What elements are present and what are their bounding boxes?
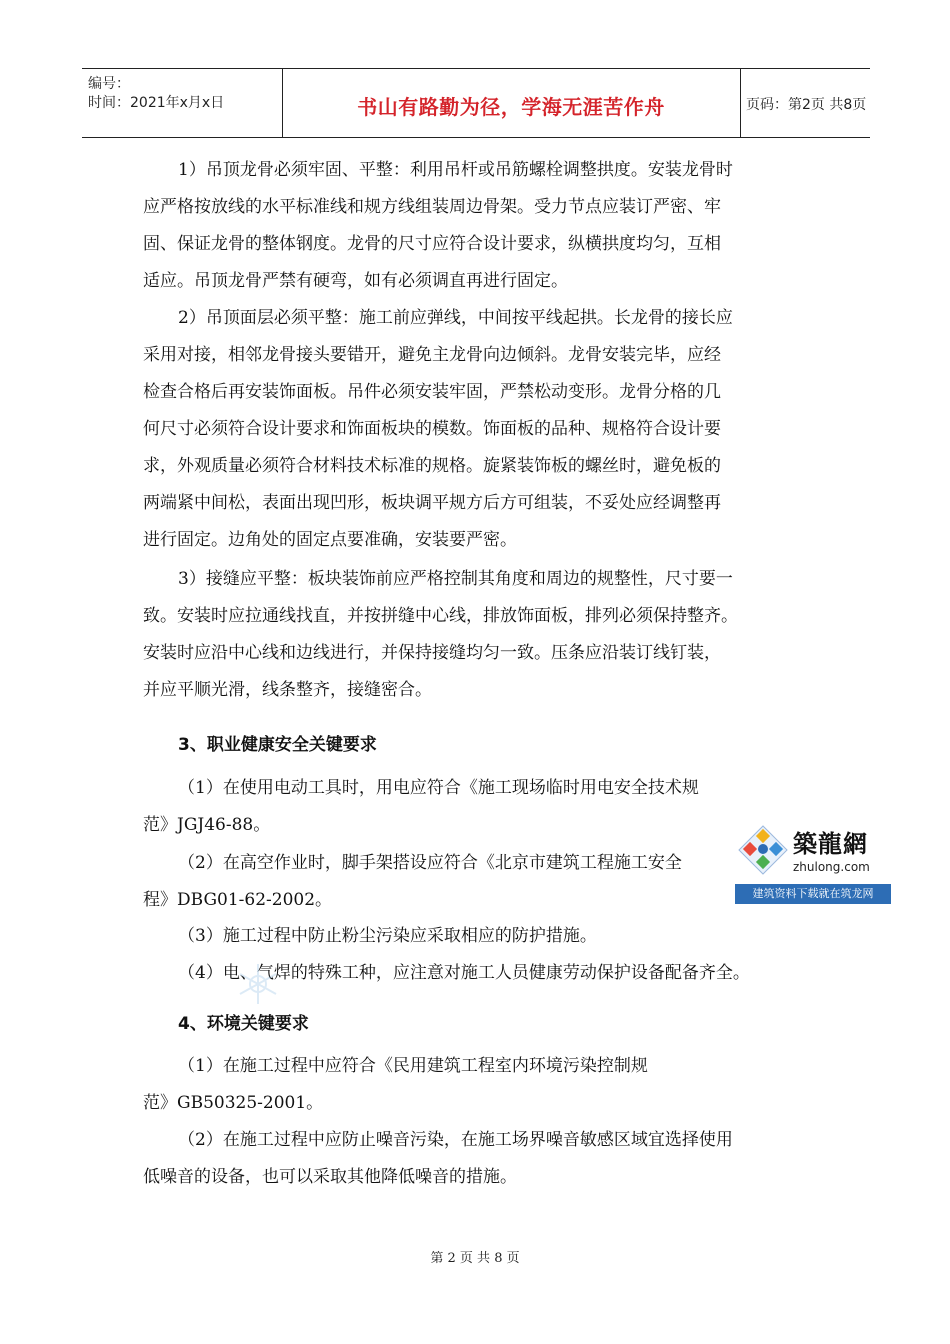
text-line: 进行固定。边角处的固定点要准确，安装要严密。 [143,530,517,550]
text-line: 并应平顺光滑，线条整齐，接缝密合。 [143,680,432,700]
environment-heading: 4、环境关键要求 [178,1014,309,1034]
text-line: 致。安装时应拉通线找直，并按拼缝中心线，排放饰面板，排列必须保持整齐。 [143,606,738,626]
ceiling-paragraph-2 [143,300,818,559]
date-label: 时间：2021年x月x日 [88,95,225,111]
header-motto: 书山有路勤为径，学海无涯苦作舟 [357,95,665,119]
ceiling-paragraph-3 [143,561,818,709]
zhulong-logo-icon [735,822,791,882]
text-line: 采用对接，相邻龙骨接头要错开，避免主龙骨向边倾斜。龙骨安装完毕，应经 [143,345,721,365]
zhulong-watermark [735,820,895,908]
text-line: 2）吊顶面层必须平整：施工前应弹线，中间按平线起拱。长龙骨的接长应 [178,308,733,328]
watermark-banner: 建筑资料下载就在筑龙网 [735,884,891,904]
health-item-3 [143,918,818,955]
watermark-brand-en: zhulong.com [793,860,870,874]
text-line: 何尺寸必须符合设计要求和饰面板块的模数。饰面板的品种、规格符合设计要 [143,419,721,439]
text-line: 两端紧中间松，表面出现凹形，板块调平规方后方可组装，不妥处应经调整再 [143,493,721,513]
text-line: 固、保证龙骨的整体钢度。龙骨的尺寸应符合设计要求，纵横拱度均匀，互相 [143,234,721,254]
text-line: （2）在高空作业时，脚手架搭设应符合《北京市建筑工程施工安全 [178,853,682,873]
text-line: 应严格按放线的水平标准线和规方线组装周边骨架。受力节点应装订严密、牢 [143,197,721,217]
health-item-1 [143,770,818,844]
page-header [82,68,870,138]
snowflake-watermark-icon [234,960,282,1008]
env-item-2 [143,1122,818,1196]
text-line: 3）接缝应平整：板块装饰前应严格控制其角度和周边的规整性，尺寸要一 [178,569,733,589]
watermark-brand-zh: 築龍網 [793,830,868,858]
health-safety-heading: 3、职业健康安全关键要求 [178,735,377,755]
text-line: 适应。吊顶龙骨严禁有硬弯，如有必须调直再进行固定。 [143,271,568,291]
text-line: 1）吊顶龙骨必须牢固、平整：利用吊杆或吊筋螺栓调整拱度。安装龙骨时 [178,160,733,180]
env-item-1 [143,1048,818,1122]
text-line: 程》DBG01-62-2002。 [143,890,333,910]
text-line: 范》JGJ46-88。 [143,815,271,835]
ceiling-paragraph-1 [143,152,818,300]
health-item-2 [143,845,818,919]
text-line: （3）施工过程中防止粉尘污染应采取相应的防护措施。 [178,926,597,946]
header-motto-cell [282,69,741,137]
number-label: 编号： [88,76,130,92]
text-line: 检查合格后再安装饰面板。吊件必须安装牢固，严禁松动变形。龙骨分格的几 [143,382,721,402]
text-line: （1）在施工过程中应符合《民用建筑工程室内环境污染控制规 [178,1056,648,1076]
footer-page-number: 第 2 页 共 8 页 [430,1251,520,1266]
header-meta-cell [82,69,283,137]
text-line: （2）在施工过程中应防止噪音污染，在施工场界噪音敏感区域宜选择使用 [178,1130,733,1150]
text-line: 低噪音的设备，也可以采取其他降低噪音的措施。 [143,1167,517,1187]
text-line: 安装时应沿中心线和边线进行，并保持接缝均匀一致。压条应沿装订线钉装， [143,643,721,663]
header-page-label: 页码：第2页 共8页 [746,97,867,113]
text-line: （4）电、气焊的特殊工种，应注意对施工人员健康劳动保护设备配备齐全。 [178,963,750,983]
text-line: （1）在使用电动工具时，用电应符合《施工现场临时用电安全技术规 [178,778,699,798]
text-line: 求，外观质量必须符合材料技术标准的规格。旋紧装饰板的螺丝时，避免板的 [143,456,721,476]
text-line: 范》GB50325-2001。 [143,1093,324,1113]
header-page-cell [740,69,870,137]
